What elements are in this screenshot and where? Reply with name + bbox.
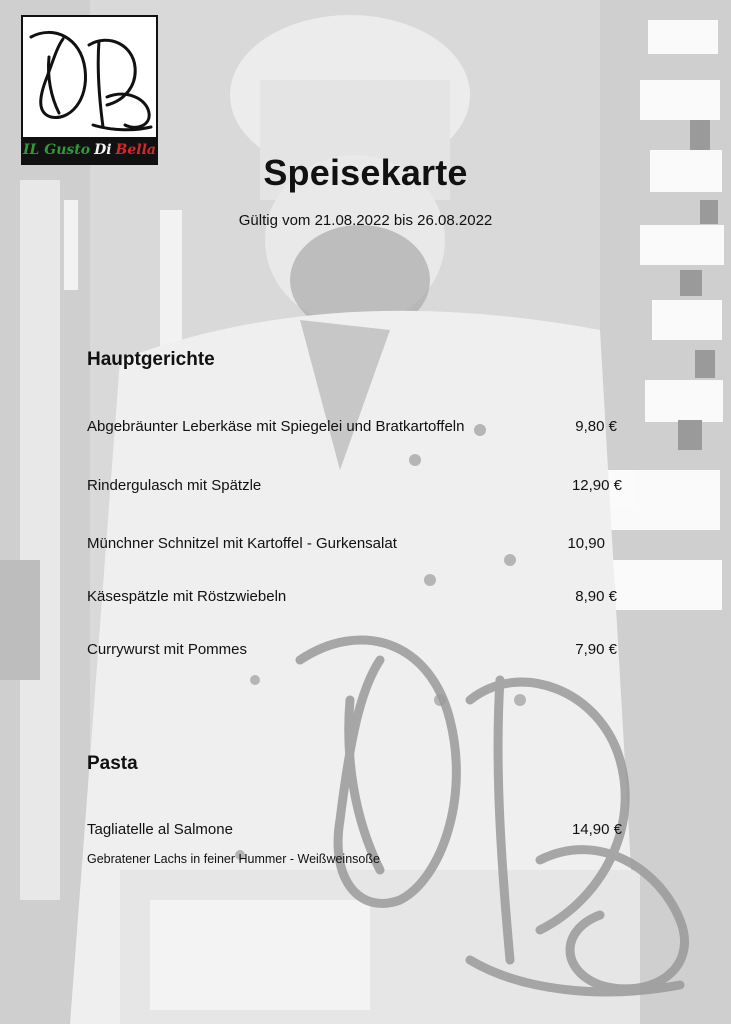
restaurant-logo — [21, 15, 158, 165]
menu-item-price: 10,90 — [567, 535, 605, 552]
menu-validity-dates: Gültig vom 21.08.2022 bis 26.08.2022 — [238, 212, 493, 229]
menu-item-description: Gebratener Lachs in feiner Hummer - Weißweinsoße — [87, 852, 380, 866]
menu-item-price: 9,80 € — [575, 418, 617, 435]
logo-word-il-gusto: IL Gusto — [23, 142, 91, 158]
menu-item-name: Tagliatelle al Salmone — [87, 821, 233, 838]
logo-word-di: Di — [94, 142, 112, 158]
menu-item-name: Abgebräunter Leberkäse mit Spiegelei und Bratkartoffeln — [87, 418, 465, 435]
menu-item-name: Rindergulasch mit Spätzle — [87, 477, 262, 494]
logo-word-bella: Bella — [115, 142, 156, 158]
menu-item-price: 8,90 € — [575, 588, 617, 605]
menu-item-name: Münchner Schnitzel mit Kartoffel - Gurkensalat — [87, 535, 397, 552]
section-heading-pasta: Pasta — [87, 753, 138, 774]
section-heading-hauptgerichte: Hauptgerichte — [87, 349, 215, 370]
menu-item-name: Currywurst mit Pommes — [87, 641, 248, 658]
menu-item-price: 12,90 € — [571, 477, 622, 494]
di-bella-signature-icon — [23, 17, 156, 137]
menu-title: Speisekarte — [263, 152, 468, 193]
menu-item-price: 7,90 € — [575, 641, 617, 658]
menu-item-price: 14,90 € — [571, 821, 622, 838]
menu-item-name: Käsespätzle mit Röstzwiebeln — [87, 588, 287, 605]
